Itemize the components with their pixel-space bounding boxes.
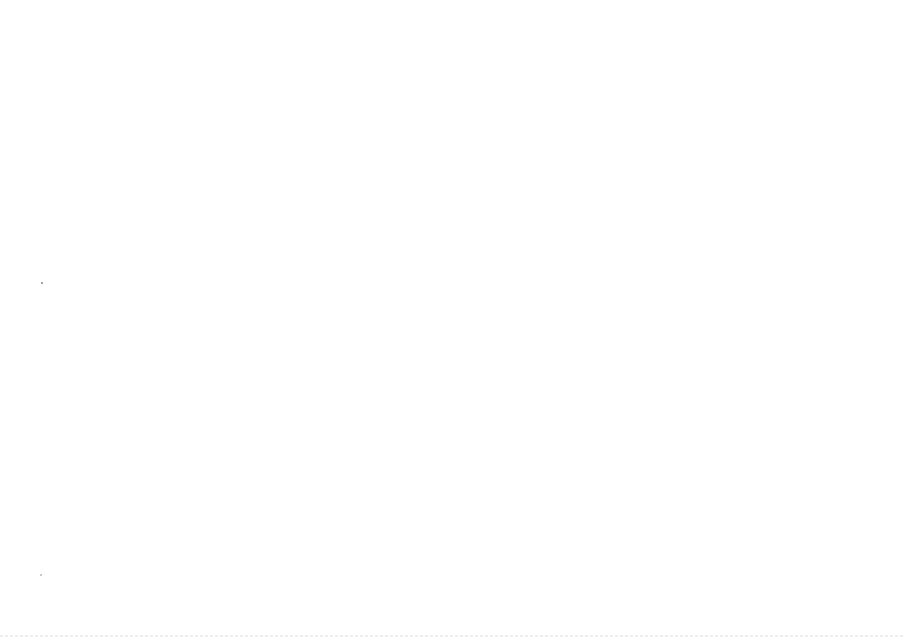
financing-table [28, 81, 874, 567]
table-body [28, 81, 874, 567]
